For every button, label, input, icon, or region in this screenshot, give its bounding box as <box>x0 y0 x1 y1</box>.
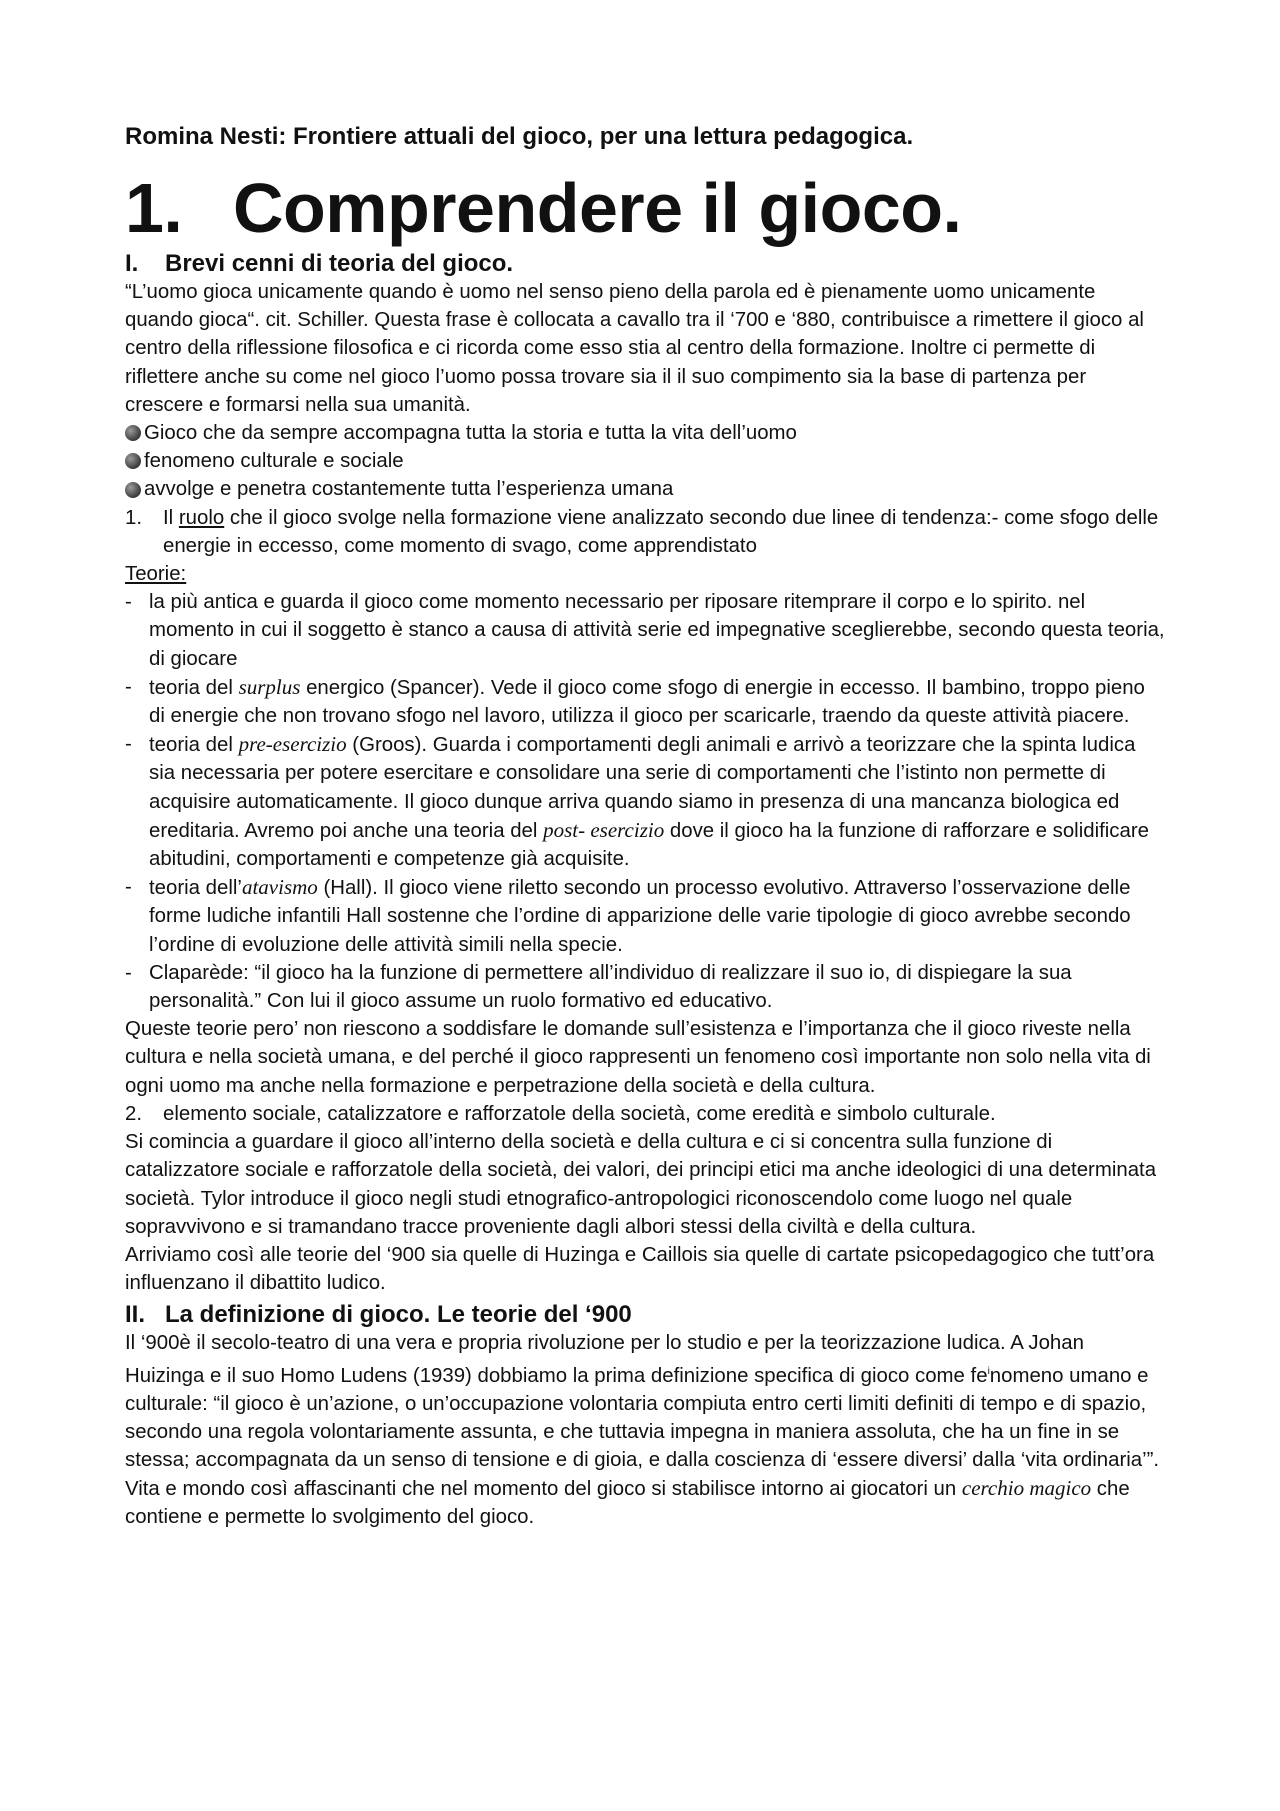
bullet-item: fenomeno culturale e sociale <box>125 447 1165 475</box>
section-title: La definizione di gioco. Le teorie del ‘900 <box>165 1301 632 1329</box>
document-subtitle: Romina Nesti: Frontiere attuali del gioco, per una lettura pedagogica. <box>125 123 914 150</box>
section-heading-1 <box>125 250 1165 278</box>
section-title: Brevi cenni di teoria del gioco. <box>165 250 514 277</box>
teorie-label: Teorie: <box>125 563 187 586</box>
paragraph: Il ‘900è il secolo-teatro di una vera e propria rivoluzione per lo studio e per la teorizzazione ludica. A Johan Huizinga e il suo Homo Ludens (1939) dobbiamo la prima definizione specifica di gioco come $fe^inomeno$ umano e culturale: “il gioco è un’azione, o un’occupazione volontaria compiuta entro certi limiti definiti di tempo e di spazio, secondo una regola volontariamente assunta, e che tuttavia impegna in maniera assoluta, che ha un fine in se stessa; accompagnata da un senso di tensione e di gioia, e dalla coscienza di ‘essere diversi’ dalla ‘vita ordinaria’”. Vita e mondo così affascinanti che nel momento del gioco si stabilisce intorno ai giocatori un cerchio magico che contiene e permette lo svolgimento del gioco. <box>125 1332 1160 1529</box>
theory-item: - teoria dell’atavismo (Hall). Il gioco viene riletto secondo un processo evolutivo. Attraverso l’osservazione delle forme ludiche infantili Hall sostenne che l’ordine di apparizione delle varie tipologie di gioco avrebbe secondo l’ordine di evoluzione delle attività simili nella specie. <box>125 875 1131 956</box>
numbered-item-1: 1. Il ruolo che il gioco svolge nella formazione viene analizzato secondo due linee di tendenza:- come sfogo delle energie in eccesso, come momento di svago, come apprendistato <box>125 504 1165 560</box>
section-number: I. <box>125 250 139 277</box>
document-page <box>125 122 1165 1532</box>
paragraph: Queste teorie pero’ non riescono a soddisfare le domande sull’esistenza e l’importanza che il gioco riveste nella cultura e nella società umana, e del perché il gioco rappresenti un fenomeno così importante non solo nella vita di ogni uomo ma anche nella formazione e perpetrazione della società e della cultura. <box>125 1018 1151 1097</box>
theory-item: - Claparède: “il gioco ha la funzione di permettere all’individuo di realizzare il suo io, di dispiegare la sua personalità.” Con lui il gioco assume un ruolo formativo ed educativo. <box>125 961 1072 1013</box>
intro-paragraph: “L’uomo gioca unicamente quando è uomo nel senso pieno della parola ed è pienamente uomo unicamente quando gioca“. cit. Schiller. Questa frase è collocata a cavallo tra il ‘700 e ‘880, contribuisce a rimettere il gioco al centro della riflessione filosofica e ci ricorda come esso stia al centro della formazione. Inoltre ci permette di riflettere anche su come nel gioco l’uomo possa trovare sia il il suo compimento sia la base di partenza per crescere e formarsi nella sua umanità. <box>125 281 1144 416</box>
bullet-icon <box>125 482 141 498</box>
chapter-heading <box>125 170 1165 246</box>
chapter-number: 1. <box>125 169 183 247</box>
bullet-icon <box>125 453 141 469</box>
theory-item: - teoria del surplus energico (Spancer). Vede il gioco come sfogo di energie in eccesso. Il bambino, troppo pieno di energie che non trovano sfogo nel lavoro, utilizza il gioco per scaricarle, traendo da queste attività piacere. <box>125 674 1145 728</box>
item-number: 1. <box>125 506 143 529</box>
numbered-item-2: 2. elemento sociale, catalizzatore e rafforzatole della società, come eredità e simbolo culturale. <box>125 1102 996 1125</box>
paragraph: Arriviamo così alle teorie del ‘900 sia quelle di Huzinga e Caillois sia quelle di cartate psicopedagogico che tutt’ora influenzano il dibattito ludico. <box>125 1243 1155 1295</box>
footnote-marker: i <box>987 1365 990 1377</box>
theory-item: - teoria del pre-esercizio (Groos). Guarda i comportamenti degli animali e arrivò a teorizzare che la spinta ludica sia necessaria per potere esercitare e consolidare una serie di comportamenti che l’istinto non permette di acquisire automaticamente. Il gioco dunque arriva quando siamo in presenza di una mancanza biologica ed ereditaria. Avremo poi anche una teoria del post- esercizio dove il gioco ha la funzione di rafforzare e solidificare abitudini, comportamenti e competenze già acquisite. <box>125 732 1149 871</box>
bullet-item: Gioco che da sempre accompagna tutta la storia e tutta la vita dell’uomo <box>125 419 1165 447</box>
chapter-title: Comprendere il gioco. <box>233 169 962 247</box>
underlined-term: ruolo <box>178 506 225 529</box>
paragraph: Si comincia a guardare il gioco all’interno della società e della cultura e ci si concentra sulla funzione di catalizzatore sociale e rafforzatole della società, dei valori, dei principi etici ma anche ideologici di una determinata società. Tylor introduce il gioco negli studi etnografico-antropologici riconoscendolo come luogo nel quale sopravvivono e si tramandano tracce proveniente dagli albori stessi della civiltà e della cultura. <box>125 1131 1157 1238</box>
section-heading-2 <box>125 1301 1165 1329</box>
bullet-item: avvolge e penetra costantemente tutta l’esperienza umana <box>125 475 1165 503</box>
section-number: II. <box>125 1301 146 1329</box>
theory-item: - la più antica e guarda il gioco come momento necessario per riposare ritemprare il corpo e lo spirito. nel momento in cui il soggetto è stanco a causa di attività serie ed impegnative sceglierebbe, secondo questa teoria, di giocare <box>125 591 1165 670</box>
bullet-icon <box>125 425 141 441</box>
